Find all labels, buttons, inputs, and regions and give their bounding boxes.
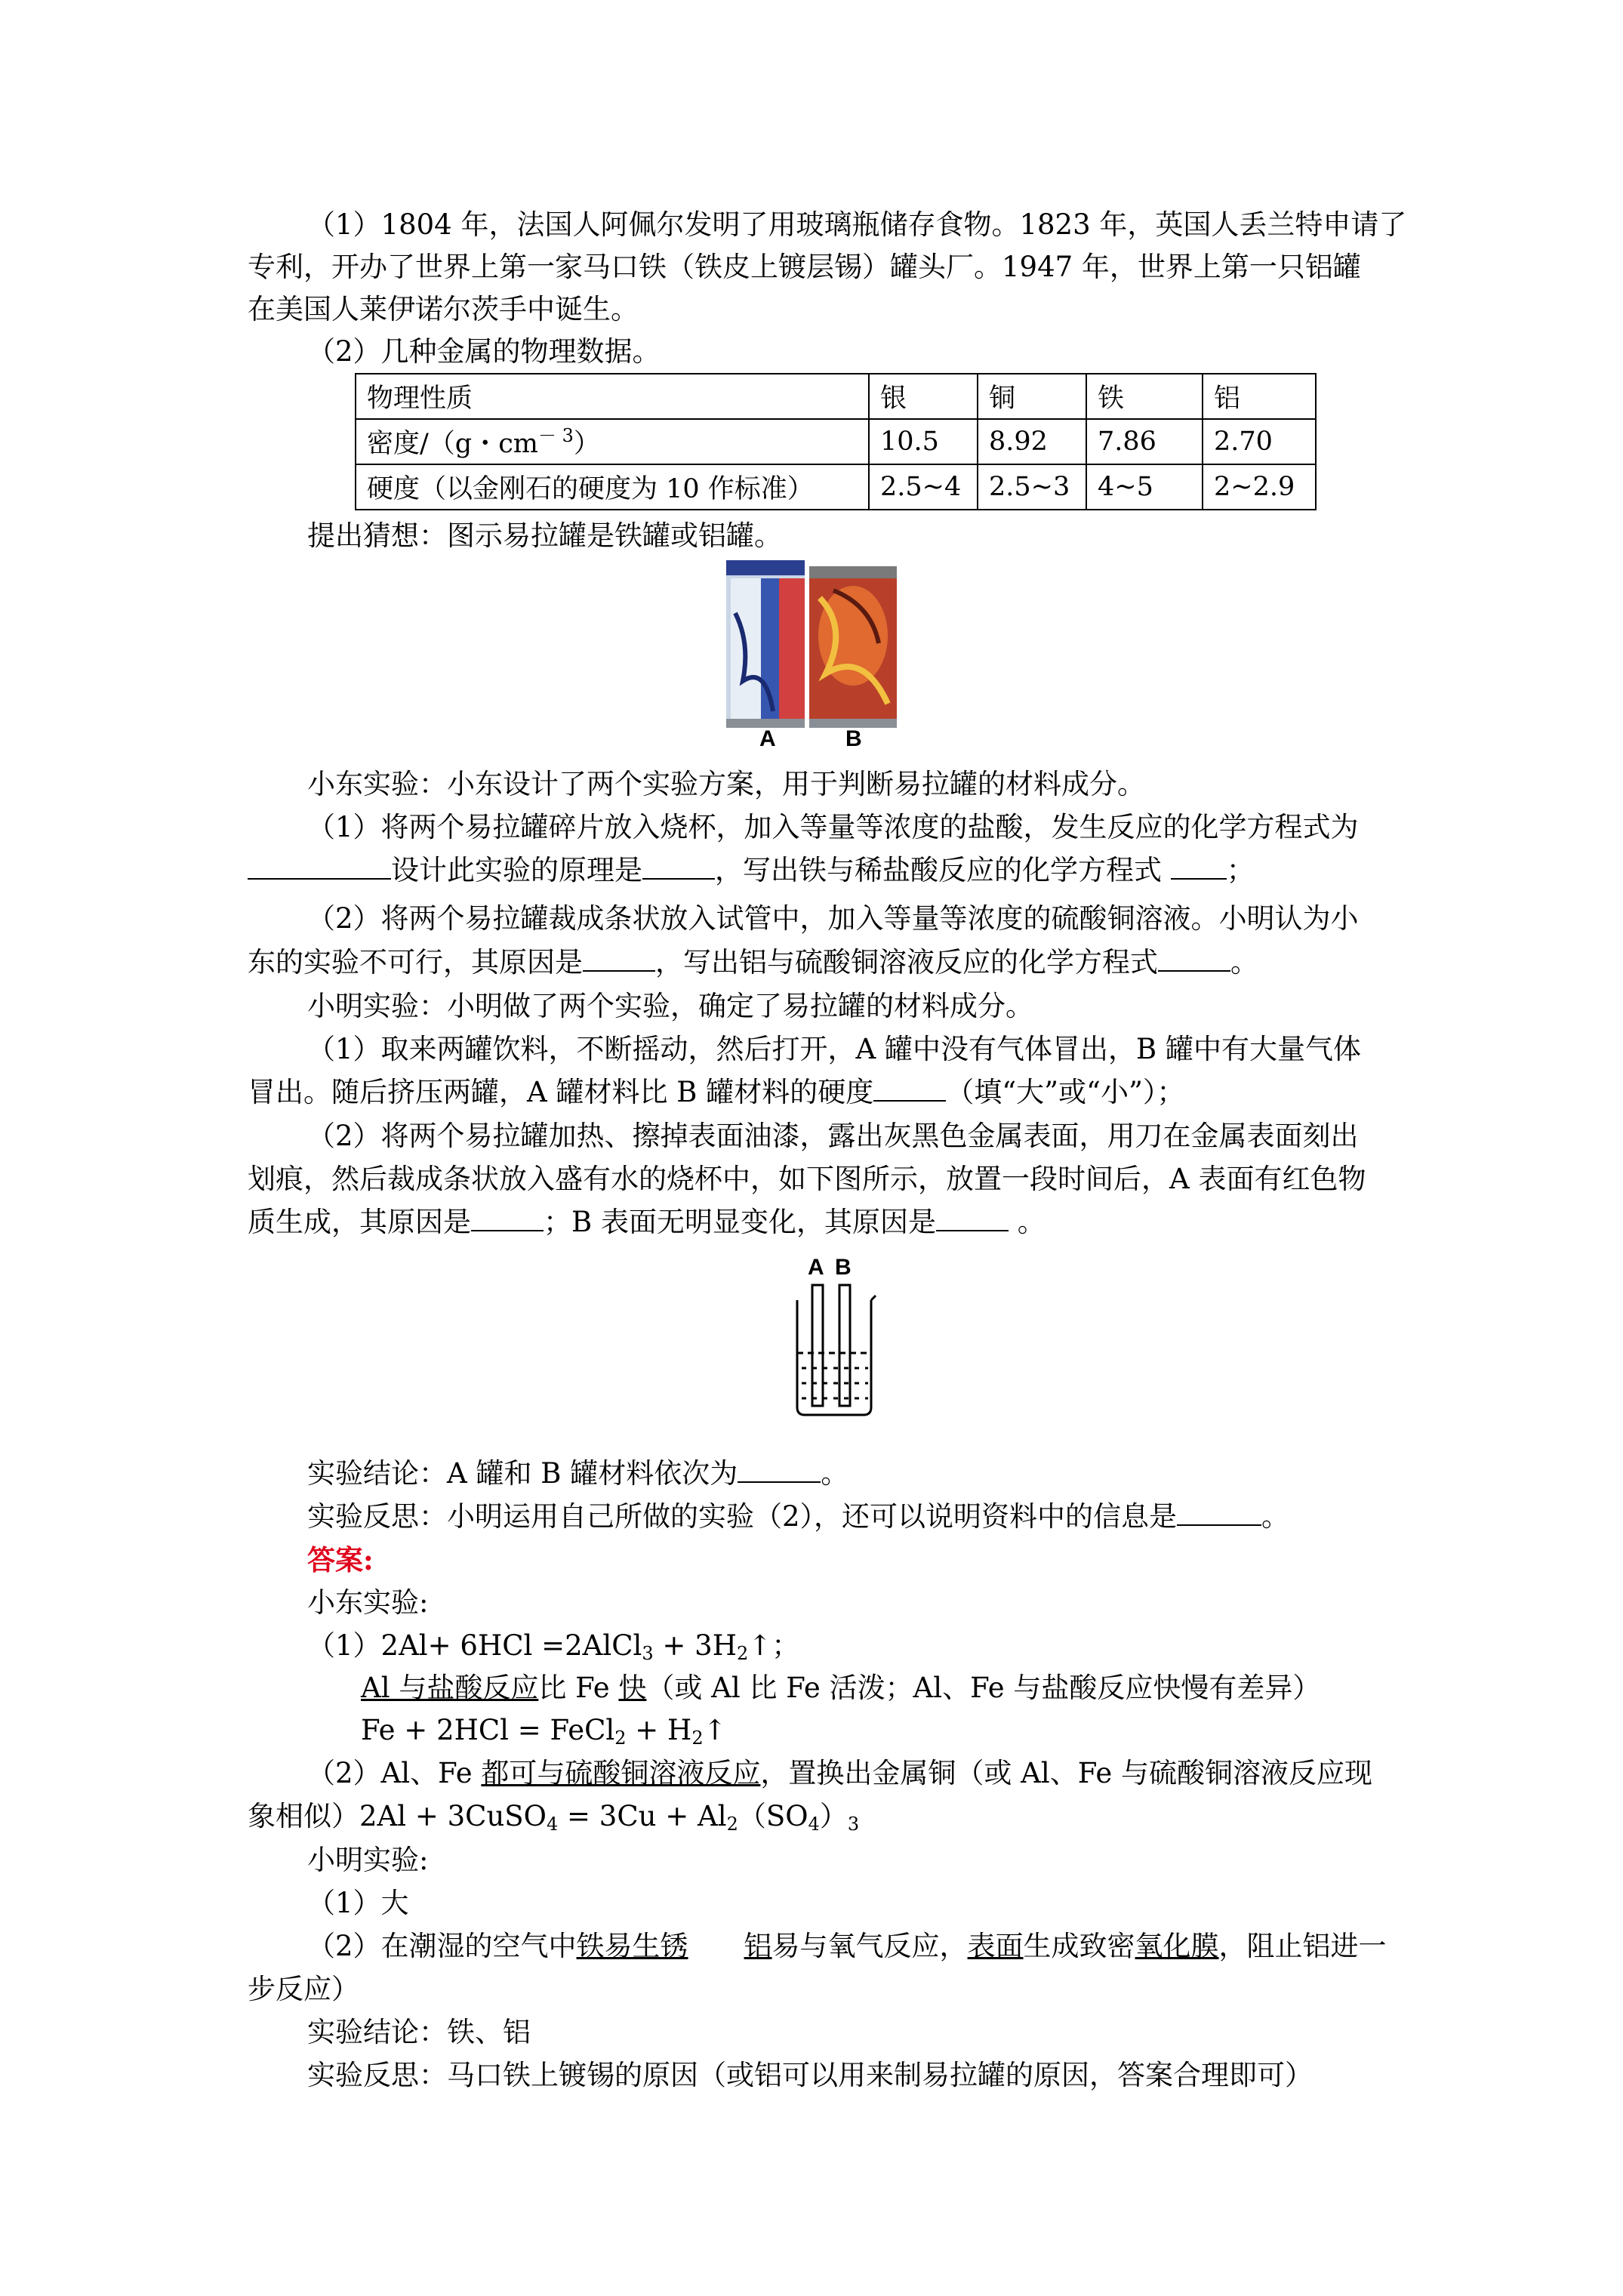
answer-xiaoming-2-line-1 [307, 1925, 1462, 1968]
density-label: 密度/（g・cm [367, 429, 538, 459]
subscript: 3 [642, 1643, 654, 1664]
answer-xiaoming-2-line-2: 步反应） [248, 1973, 359, 2005]
text-span: 东的实验不可行，其原因是 [248, 946, 583, 978]
xiaoming-q1-line-1: （1）取来两罐饮料，不断摇动，然后打开，A 罐中没有气体冒出，B 罐中有大量气体 [307, 1033, 1361, 1065]
underlined-text: 表面 [967, 1930, 1024, 1962]
text-span: （2）Al、Fe [307, 1757, 482, 1789]
text-span: 冒出。随后挤压两罐，A 罐材料比 B 罐材料的硬度 [248, 1076, 874, 1108]
intro-paragraph-1-line-2: 专利，开办了世界上第一家马口铁（铁皮上镀层锡）罐头厂。1947 年，世界上第一只铝罐 [248, 251, 1361, 283]
subscript: 2 [614, 1727, 627, 1749]
table-cell: 2~2.9 [1203, 464, 1316, 510]
underlined-text: 都可 [481, 1757, 537, 1789]
answer-xiaodong-1-equation [307, 1625, 1462, 1667]
answer-blank[interactable] [471, 1204, 544, 1231]
table-header-cell: 铁 [1086, 374, 1203, 419]
xiaoming-q2-line-2: 划痕，然后裁成条状放入盛有水的烧杯中，如下图所示，放置一段时间后，A 表面有红色物 [248, 1163, 1366, 1195]
table-header-cell: 铜 [978, 374, 1086, 419]
text-span: Fe + 2HCl = FeCl [361, 1714, 615, 1746]
xiaodong-q2-line-2 [248, 942, 1403, 984]
text-span [688, 1930, 744, 1962]
table-cell: 2.5~4 [869, 464, 978, 510]
table-row-label [356, 419, 869, 464]
text-span: ，阻止铝进一 [1218, 1930, 1387, 1962]
table-header-row [356, 374, 1316, 419]
text-span: 实验反思：小明运用自己所做的实验（2），还可以说明资料中的信息是 [307, 1500, 1178, 1533]
hypothesis-line: 提出猜想：图示易拉罐是铁罐或铝罐。 [307, 519, 782, 552]
table-cell: 2.70 [1203, 419, 1316, 464]
table-header-cell: 银 [869, 374, 978, 419]
xiaodong-intro: 小东实验：小东设计了两个实验方案，用于判断易拉罐的材料成分。 [307, 768, 1145, 800]
density-label-close: ） [573, 429, 600, 459]
strip-a-label: A [808, 1255, 824, 1280]
underlined-text: Al 与盐酸反应 [361, 1672, 539, 1704]
text-span: + 3H [653, 1629, 737, 1662]
underlined-text: 铝 [744, 1930, 772, 1962]
strip-b-label: B [835, 1255, 852, 1280]
subscript: 3 [847, 1814, 860, 1835]
can-a-image [726, 560, 805, 728]
can-b-image [809, 566, 897, 728]
text-span: （填“大”或“小”）； [946, 1076, 1185, 1108]
subscript: 2 [726, 1814, 738, 1835]
text-span: ↑ [703, 1714, 727, 1746]
text-span: 。 [821, 1457, 849, 1490]
table-header-cell: 铝 [1203, 374, 1316, 419]
can-a-label: A [759, 726, 776, 750]
answer-conclusion: 实验结论：铁、铝 [307, 2016, 531, 2048]
text-span: 设计此实验的原理是 [391, 854, 642, 886]
text-span: 质生成，其原因是 [248, 1206, 471, 1238]
text-span: 象相似）2Al + 3CuSO [248, 1800, 547, 1832]
answer-reflection: 实验反思：马口铁上镀锡的原因（或铝可以用来制易拉罐的原因，答案合理即可） [307, 2059, 1313, 2091]
text-span: 生成致密 [1023, 1930, 1135, 1962]
subscript: 2 [691, 1727, 704, 1749]
answer-blank[interactable] [1177, 1499, 1261, 1526]
reflection-question [307, 1496, 1462, 1538]
text-span: （2）在潮湿的空气中 [307, 1930, 577, 1962]
xiaoming-q1-line-2 [248, 1071, 1403, 1114]
xiaoming-q2-line-3 [248, 1201, 1403, 1244]
text-span: ） [819, 1800, 848, 1832]
answer-blank[interactable] [1171, 852, 1227, 880]
answer-xiaoming-1: （1）大 [307, 1887, 409, 1919]
text-span: 。 [1230, 946, 1258, 978]
cans-photo-figure [720, 553, 909, 750]
text-span: 。 [1008, 1206, 1046, 1238]
answer-xiaodong-label: 小东实验: [307, 1586, 429, 1619]
text-span: ；B 表面无明显变化，其原因是 [544, 1206, 936, 1238]
answer-blank[interactable] [1158, 945, 1230, 972]
table-cell: 10.5 [869, 419, 978, 464]
underlined-text: 铁易生锈 [576, 1930, 688, 1962]
beaker-icon [797, 1285, 876, 1415]
text-span: + H [626, 1714, 692, 1746]
text-span: = 3Cu + Al [558, 1800, 727, 1832]
answer-blank[interactable] [583, 945, 655, 972]
answer-heading: 答案: [307, 1543, 374, 1576]
xiaoming-q2-line-1: （2）将两个易拉罐加热、擦掉表面油漆，露出灰黑色金属表面，用刀在金属表面刻出 [307, 1120, 1359, 1152]
underlined-text: 氧化膜 [1135, 1930, 1219, 1962]
xiaodong-q1-line-1: （1）将两个易拉罐碎片放入烧杯，加入等量等浓度的盐酸，发生反应的化学方程式为 [307, 811, 1359, 843]
subscript: 4 [546, 1814, 559, 1835]
answer-blank[interactable] [936, 1204, 1009, 1231]
table-row-hardness [356, 464, 1316, 510]
xiaodong-q1-line-2 [248, 849, 1403, 892]
underlined-text: 快 [618, 1672, 647, 1704]
text-span: 易与氧气反应， [771, 1930, 968, 1962]
conclusion-question [307, 1453, 1462, 1495]
intro-paragraph-1-line-1: （1）1804 年，法国人阿佩尔发明了用玻璃瓶储存食物。1823 年，英国人丢兰特申请了 [307, 208, 1407, 241]
metal-properties-table [355, 373, 1317, 510]
table-cell: 2.5~3 [978, 464, 1086, 510]
table-cell: 4~5 [1086, 464, 1203, 510]
text-span: ，写出铝与硫酸铜溶液反应的化学方程式 [655, 946, 1158, 978]
answer-xiaodong-1-fe-equation [361, 1709, 1516, 1752]
table-cell: 8.92 [978, 419, 1086, 464]
text-span: ，置换出金属铜（或 Al、Fe 与硫酸铜溶液反应现 [760, 1757, 1373, 1789]
answer-xiaoming-label: 小明实验: [307, 1844, 429, 1876]
intro-paragraph-2: （2）几种金属的物理数据。 [307, 335, 661, 368]
table-row-label: 硬度（以金刚石的硬度为 10 作标准） [356, 464, 869, 510]
underlined-text: 与硫酸铜溶液反应 [537, 1757, 761, 1789]
subscript: 2 [736, 1643, 749, 1664]
answer-xiaodong-2-line-2 [248, 1795, 1403, 1838]
text-span: （或 Al 比 Fe 活泼；Al、Fe 与盐酸反应快慢有差异） [646, 1672, 1321, 1704]
text-span: （SO [738, 1800, 808, 1832]
answer-xiaodong-1-reason [361, 1667, 1516, 1709]
xiaoming-intro: 小明实验：小明做了两个实验，确定了易拉罐的材料成分。 [307, 990, 1033, 1022]
table-header-cell: 物理性质 [356, 374, 869, 419]
answer-blank[interactable] [873, 1074, 946, 1102]
xiaodong-q2-line-1: （2）将两个易拉罐裁成条状放入试管中，加入等量等浓度的硫酸铜溶液。小明认为小 [307, 902, 1359, 935]
answer-blank[interactable] [642, 852, 715, 880]
subscript: 4 [808, 1814, 820, 1835]
answer-blank[interactable] [738, 1456, 821, 1483]
text-span: ； [1226, 854, 1255, 886]
can-b-label: B [845, 726, 862, 750]
answer-xiaodong-2-line-1 [307, 1752, 1462, 1795]
text-span: ，写出铁与稀盐酸反应的化学方程式 [715, 854, 1171, 886]
text-span: ↑； [748, 1629, 800, 1662]
text-span: 实验结论：A 罐和 B 罐材料依次为 [307, 1457, 738, 1490]
text-span: 比 Fe [538, 1672, 619, 1704]
density-exponent: － 3 [538, 425, 574, 446]
table-row-density [356, 419, 1316, 464]
text-span: 。 [1261, 1500, 1290, 1533]
intro-paragraph-1-line-3: 在美国人莱伊诺尔茨手中诞生。 [248, 293, 639, 325]
table-cell: 7.86 [1086, 419, 1203, 464]
text-span: （1）2Al+ 6HCl =2AlCl [307, 1629, 642, 1662]
answer-blank[interactable] [248, 852, 391, 880]
beaker-figure [785, 1247, 883, 1421]
